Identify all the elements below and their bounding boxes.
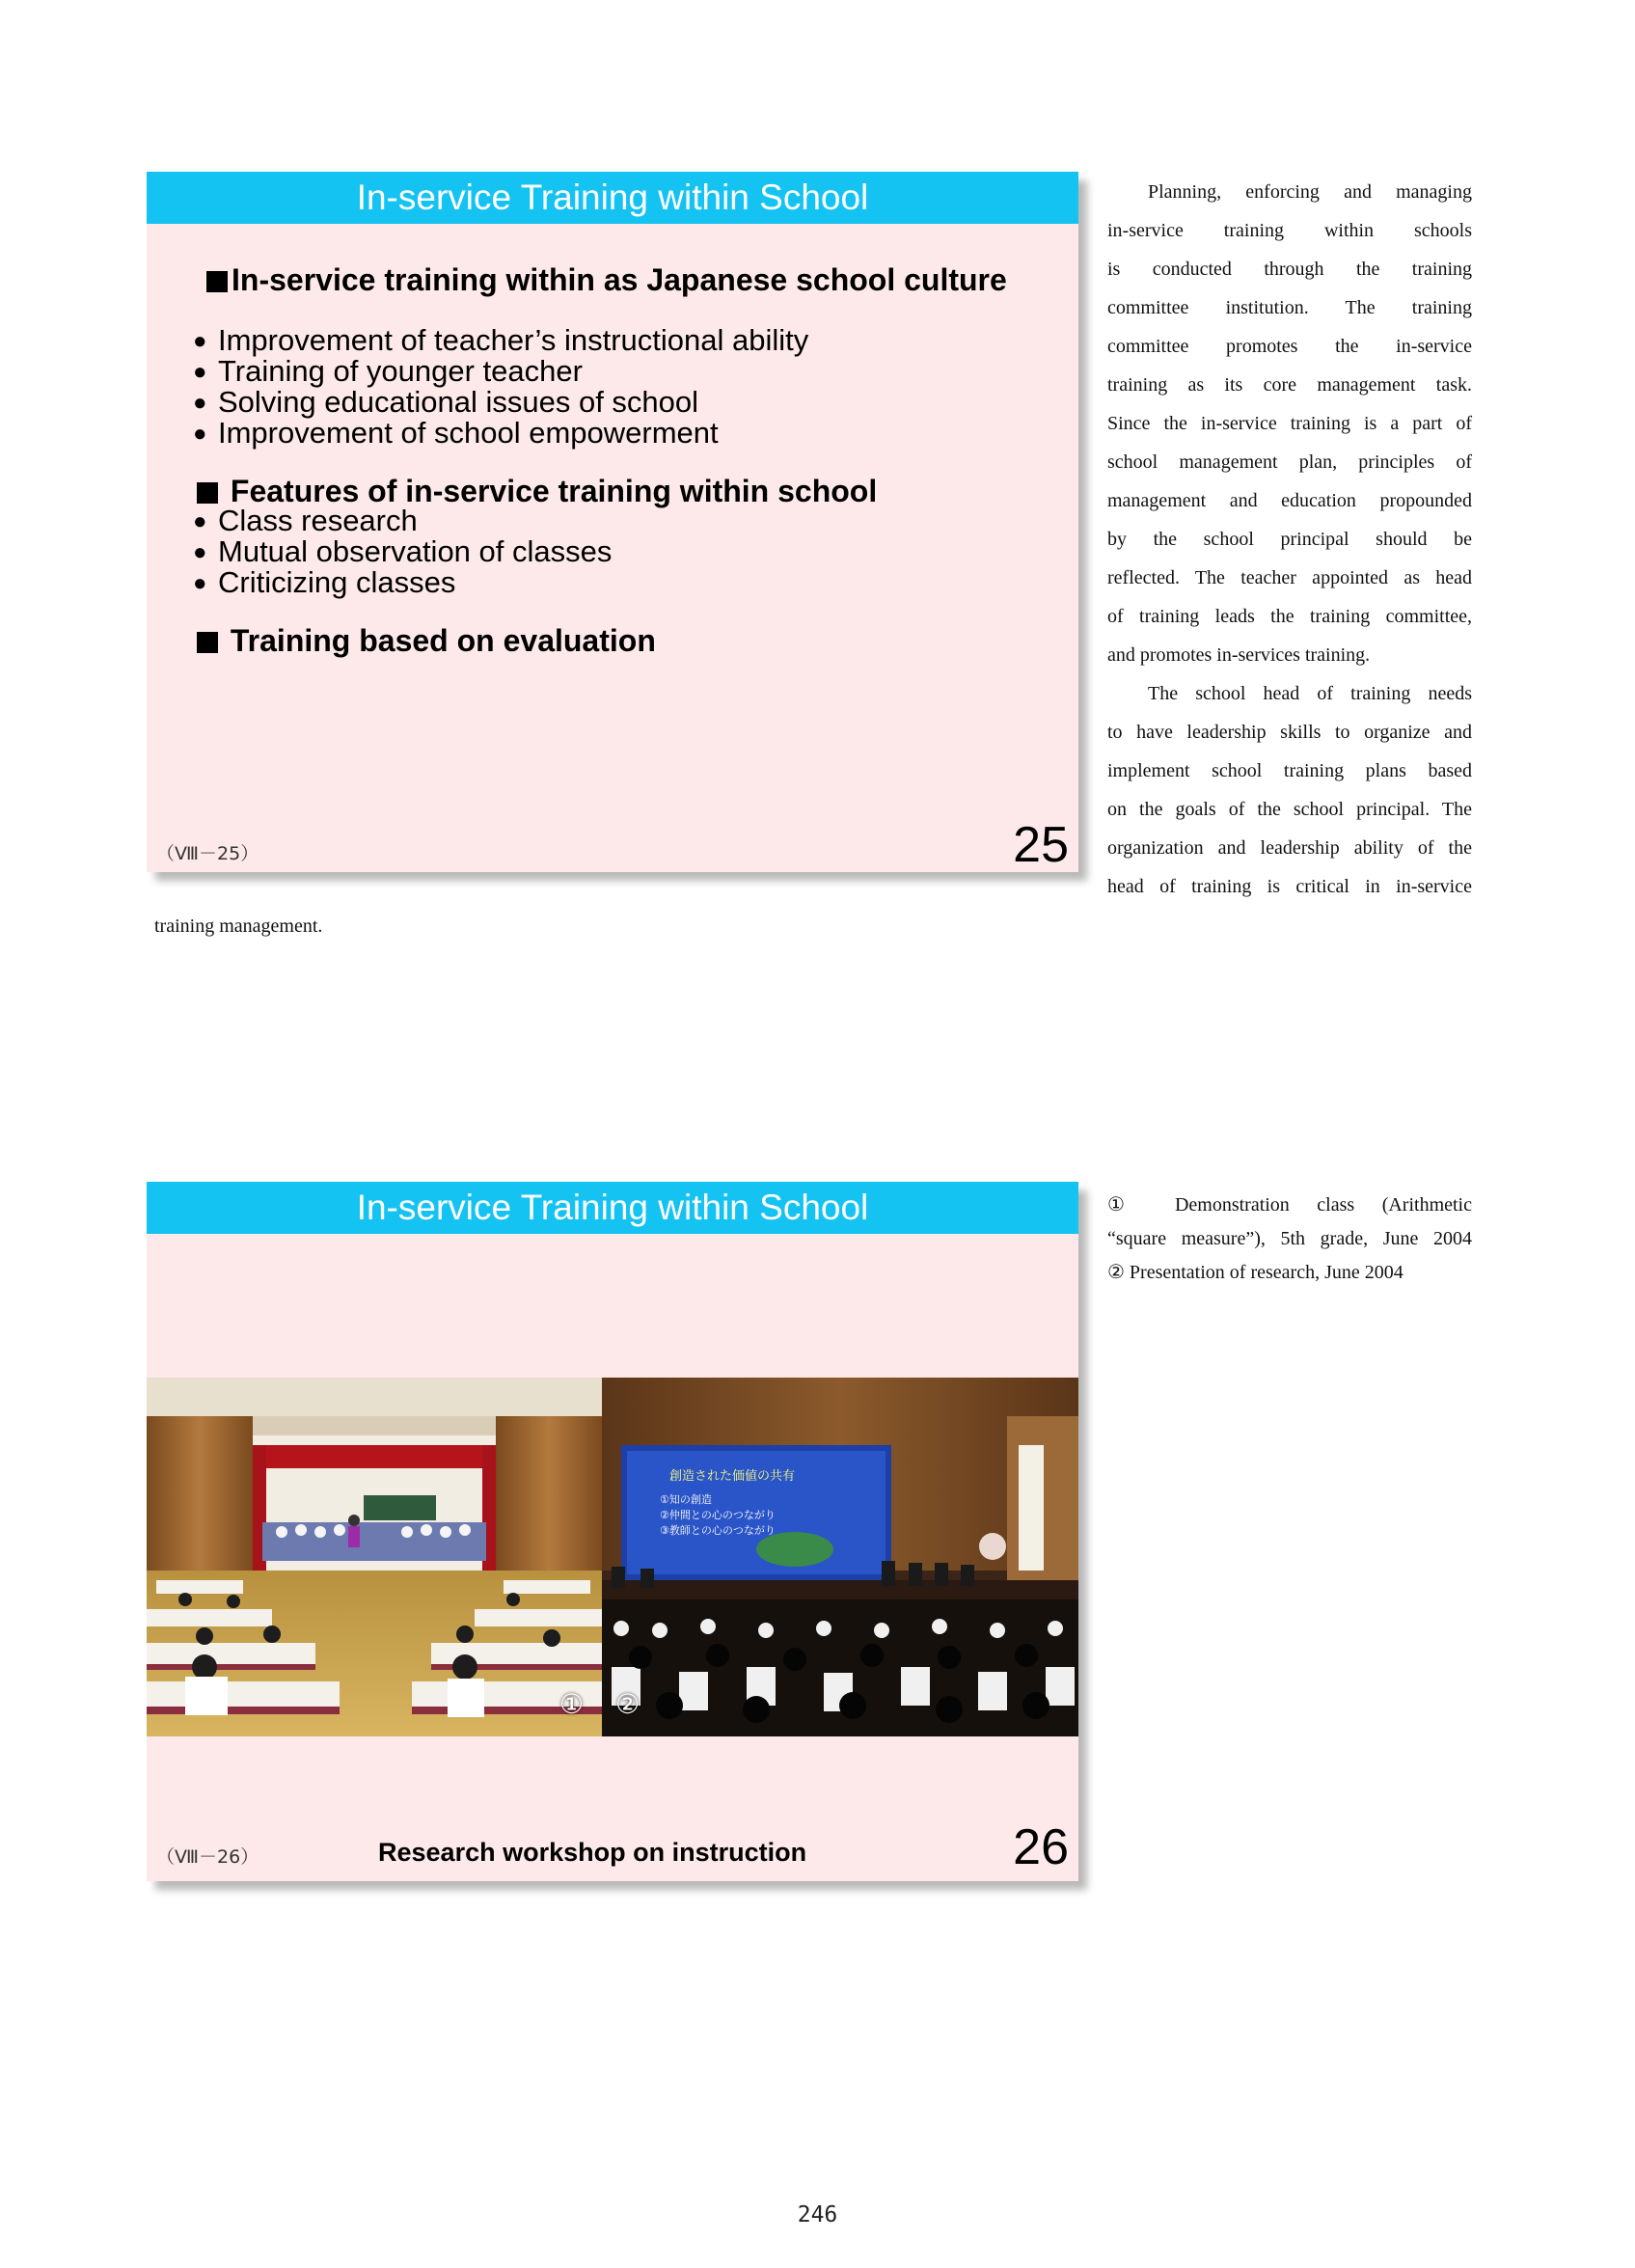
caption-line: “square measure”), 5th grade, June 2004 bbox=[1107, 1228, 1472, 1249]
slide-title: In-service Training within School bbox=[147, 1182, 1078, 1234]
heading-features: Features of in-service training within school bbox=[197, 474, 877, 508]
list-item: ● Training of younger teacher bbox=[193, 354, 583, 388]
body-line: of training leads the training committee, bbox=[1107, 606, 1472, 627]
body-line: organization and leadership ability of the bbox=[1107, 837, 1472, 859]
slide-reference: （Ⅷ－26） bbox=[156, 1846, 259, 1868]
list-item: ● Improvement of teacher’s instructional ability bbox=[193, 323, 809, 357]
body-line: school management plan, principles of bbox=[1107, 451, 1472, 473]
bullet-icon: ● bbox=[193, 508, 207, 534]
caption-line: ① Demonstration class (Arithmetic bbox=[1107, 1194, 1472, 1216]
auditorium-photo-2 bbox=[602, 1378, 1078, 1736]
bullet-icon: ● bbox=[193, 539, 207, 565]
slide-reference: （Ⅷ－25） bbox=[156, 843, 259, 864]
features-list bbox=[193, 506, 612, 598]
body-line: committee promotes the in-service bbox=[1107, 336, 1472, 357]
photo-demonstration-class bbox=[147, 1378, 602, 1736]
slide-number: 26 bbox=[1013, 1819, 1069, 1875]
auditorium-photo-1 bbox=[147, 1378, 602, 1736]
square-bullet-icon bbox=[197, 632, 218, 653]
bullet-icon: ● bbox=[193, 390, 207, 416]
body-line: The school head of training needs bbox=[1148, 683, 1472, 704]
screen-text: ③教師との心のつながり bbox=[660, 1524, 776, 1537]
body-line: implement school training plans based bbox=[1107, 760, 1472, 781]
body-line: reflected. The teacher appointed as head bbox=[1107, 567, 1472, 588]
body-line: in-service training within schools bbox=[1107, 220, 1472, 241]
photo-captions bbox=[1107, 1189, 1472, 1290]
body-text-tail: training management. bbox=[154, 915, 323, 937]
screen-text: 創造された価値の共有 bbox=[669, 1469, 796, 1484]
photo-research-presentation bbox=[602, 1378, 1078, 1736]
body-line: is conducted through the training bbox=[1107, 259, 1472, 280]
list-item: ● Mutual observation of classes bbox=[193, 534, 613, 568]
body-line: management and education propounded bbox=[1107, 490, 1472, 511]
slide-caption: Research workshop on instruction bbox=[378, 1838, 807, 1867]
photo-marker-2: ② bbox=[615, 1688, 640, 1720]
photo-marker-1: ① bbox=[559, 1688, 585, 1720]
body-line: committee institution. The training bbox=[1107, 297, 1472, 318]
body-line: on the goals of the school principal. The bbox=[1107, 799, 1472, 820]
body-line: head of training is critical in in-service bbox=[1107, 876, 1472, 897]
bullet-icon: ● bbox=[193, 328, 207, 354]
body-line: Since the in-service training is a part of bbox=[1107, 413, 1472, 434]
body-line: to have leadership skills to organize and bbox=[1107, 722, 1472, 743]
bullet-icon: ● bbox=[193, 570, 207, 596]
slide-title: In-service Training within School bbox=[147, 172, 1078, 224]
list-item: ● Solving educational issues of school bbox=[193, 385, 699, 419]
culture-list bbox=[193, 325, 808, 449]
screen-text: ①知の創造 bbox=[660, 1493, 712, 1506]
body-line: training as its core management task. bbox=[1107, 374, 1472, 396]
body-line: Planning, enforcing and managing bbox=[1148, 181, 1472, 203]
heading-evaluation: Training based on evaluation bbox=[197, 623, 656, 658]
body-text bbox=[1107, 173, 1472, 906]
slide-25 bbox=[147, 172, 1078, 872]
bullet-icon: ● bbox=[193, 359, 207, 385]
list-item: ● Criticizing classes bbox=[193, 565, 456, 599]
square-bullet-icon bbox=[197, 482, 218, 504]
slide-26 bbox=[147, 1182, 1078, 1881]
heading-japanese-culture: In-service training within as Japanese school culture bbox=[206, 262, 1007, 297]
list-item: ● Improvement of school empowerment bbox=[193, 416, 719, 450]
page-number: 246 bbox=[797, 2202, 838, 2227]
caption-line: ② Presentation of research, June 2004 bbox=[1107, 1262, 1403, 1283]
list-item: ● Class research bbox=[193, 504, 418, 537]
body-line: by the school principal should be bbox=[1107, 529, 1472, 550]
slide-number: 25 bbox=[1013, 817, 1069, 873]
screen-text: ②仲間との心のつながり bbox=[660, 1509, 776, 1521]
bullet-icon: ● bbox=[193, 421, 207, 447]
square-bullet-icon bbox=[206, 271, 228, 292]
body-line: and promotes in-services training. bbox=[1107, 644, 1371, 666]
